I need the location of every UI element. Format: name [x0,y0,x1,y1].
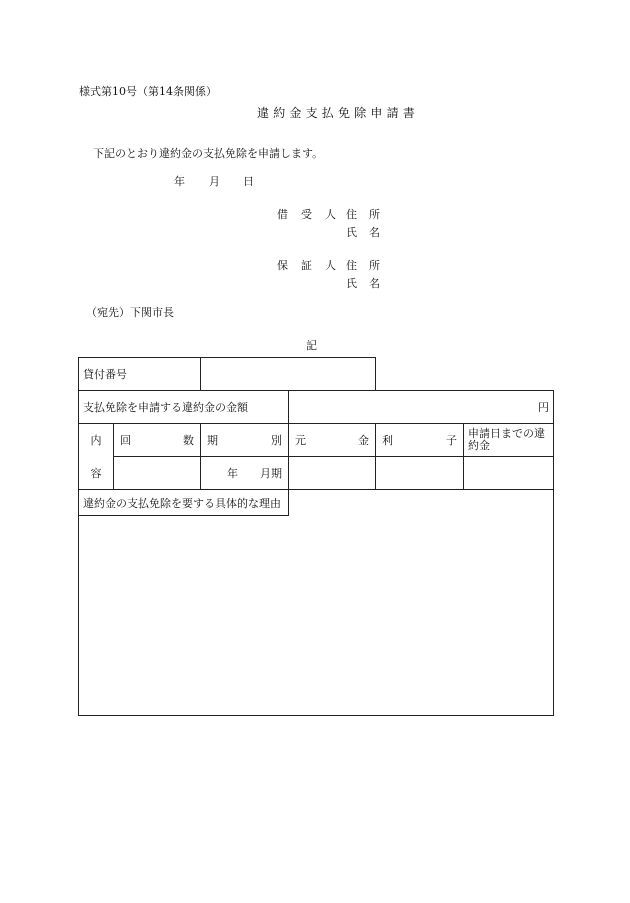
amount-field[interactable] [289,391,554,424]
header-count: 回 数 [114,424,201,457]
guarantor-address-2: 所 [369,259,380,272]
borrower-name-2: 名 [369,226,380,239]
document-title: 違約金支払免除申請書 [257,106,420,120]
guarantor-role-2: 証 [301,259,312,272]
borrower-role-2: 受 [301,208,312,221]
penalty-field[interactable] [464,457,554,490]
guarantor-name-2: 名 [369,277,380,290]
addressee: （宛先）下関市長 [86,306,174,319]
amount-label: 支払免除を申請する違約金の金額 [79,391,289,424]
loan-number-field[interactable] [201,358,376,391]
borrower-address-2: 所 [369,208,380,221]
guarantor-role-3: 人 [325,259,336,272]
intro-text: 下記のとおり違約金の支払免除を申請します。 [93,147,324,160]
principal-field[interactable] [289,457,376,490]
date-year: 年 [174,175,185,188]
borrower-role-1: 借 [277,208,288,221]
content-label-2: 容 [79,457,114,490]
loan-number-label: 貸付番号 [79,358,201,391]
application-table [78,357,554,716]
guarantor-role-1: 保 [277,259,288,272]
date-day: 日 [243,175,254,188]
reason-label: 違約金の支払免除を要する具体的な理由 [79,490,289,516]
borrower-role-3: 人 [325,208,336,221]
date-month: 月 [209,175,220,188]
yen-unit: 円 [538,401,549,414]
interest-field[interactable] [376,457,464,490]
header-period: 期 別 [201,424,289,457]
borrower-address-1: 住 [346,208,357,221]
borrower-name-1: 氏 [346,226,357,239]
reason-field[interactable] [79,516,554,716]
form-number: 様式第10号（第14条関係） [79,85,217,98]
header-interest: 利 子 [376,424,464,457]
period-field[interactable]: 年 月期 [201,457,289,490]
guarantor-name-1: 氏 [346,277,357,290]
header-principal: 元 金 [289,424,376,457]
content-label-1: 内 [79,424,114,457]
ki-heading: 記 [306,339,317,352]
guarantor-address-1: 住 [346,259,357,272]
count-field[interactable] [114,457,201,490]
header-penalty: 申請日までの違約金 [464,424,554,457]
